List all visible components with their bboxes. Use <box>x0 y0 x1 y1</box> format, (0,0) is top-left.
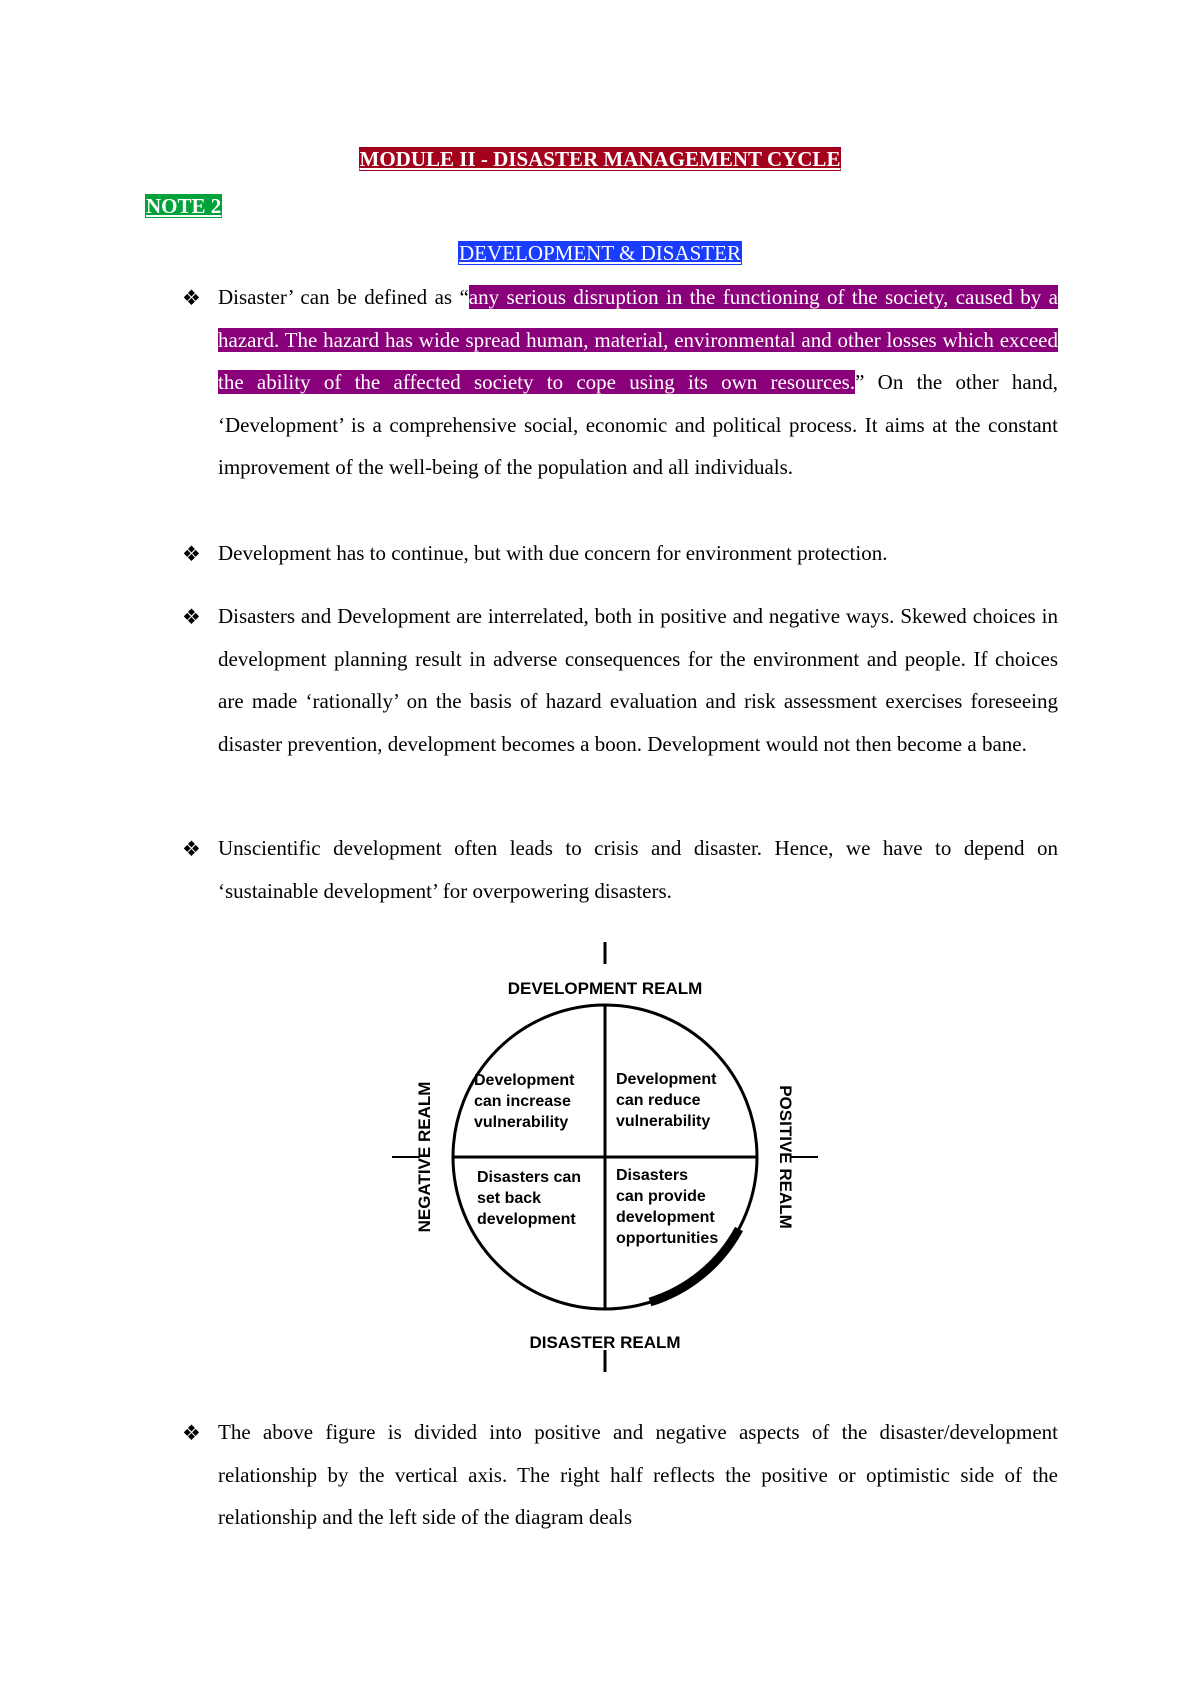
quadrant-text: vulnerability <box>616 1113 711 1130</box>
paragraph-1-highlight: any serious disruption in the functioning of the society, caused by a hazard. The hazard has wide spread human, material, environmental and other losses which exceed the ability of the affected society to cope using its own resources. <box>218 285 1058 394</box>
quadrant-text: Disasters can <box>477 1169 582 1186</box>
right-realm-label: POSITIVE REALM <box>776 1085 795 1229</box>
section-title <box>0 240 1200 266</box>
quadrant-text: can increase <box>474 1093 571 1110</box>
paragraph-development-continue: Development has to continue, but with due concern for environment protection. <box>218 541 888 565</box>
module-title <box>0 146 1200 172</box>
section-title-text: DEVELOPMENT & DISASTER <box>459 241 741 265</box>
paragraph-1-post: ” On the other hand, ‘Development’ is a comprehensive social, economic and political process. It aims at the constant improvement of the well-being of the population and all individuals. <box>218 370 1059 479</box>
bottom-realm-label: DISASTER REALM <box>529 1333 681 1352</box>
top-realm-label: DEVELOPMENT REALM <box>507 979 703 998</box>
quadrant-top-left <box>474 1072 575 1131</box>
paragraph-1-pre: Disaster’ can be defined as “ <box>218 285 469 309</box>
quadrant-text: development <box>616 1209 715 1226</box>
quadrant-bottom-left <box>477 1169 581 1228</box>
note-label <box>145 193 222 219</box>
bullet-icon: ❖ <box>182 837 201 861</box>
module-title-text: MODULE II - DISASTER MANAGEMENT CYCLE <box>359 147 841 171</box>
quadrant-text: Development <box>474 1072 575 1089</box>
bullet-icon: ❖ <box>182 1421 201 1445</box>
realm-diagram <box>380 942 830 1372</box>
paragraph-interrelated: Disasters and Development are interrelated, both in positive and negative ways. Skewed choices in development planning result in adverse consequences for the environment and people. If choices are made ‘rationally’ on the basis of hazard evaluation and risk assessment exercises foreseeing disaster prevention, development becomes a boon. Development would not then become a bane. <box>218 604 1058 756</box>
quadrant-text: Development <box>616 1071 717 1088</box>
bullet-icon: ❖ <box>182 542 201 566</box>
quadrant-text: Disasters <box>616 1167 689 1184</box>
paragraph-disaster-definition <box>218 276 1058 489</box>
quadrant-text: set back <box>477 1190 542 1207</box>
quadrant-text: vulnerability <box>474 1114 569 1131</box>
paragraph-figure-explanation: The above figure is divided into positive and negative aspects of the disaster/development relationship by the vertical axis. The right half reflects the positive or optimistic side of the relationship and the left side of the diagram deals <box>218 1420 1058 1529</box>
quadrant-text: can provide <box>616 1188 706 1205</box>
bullet-icon: ❖ <box>182 286 201 310</box>
left-realm-label: NEGATIVE REALM <box>415 1081 434 1233</box>
note-label-text: NOTE 2 <box>146 194 222 218</box>
quadrant-text: development <box>477 1211 576 1228</box>
quadrant-text: can reduce <box>616 1092 701 1109</box>
quadrant-text: opportunities <box>616 1230 719 1247</box>
quadrant-top-right <box>616 1071 717 1130</box>
bullet-icon: ❖ <box>182 605 201 629</box>
paragraph-unscientific: Unscientific development often leads to crisis and disaster. Hence, we have to depend on ‘sustainable development’ for overpowering disasters. <box>218 836 1058 903</box>
quadrant-bottom-right <box>616 1167 718 1247</box>
development-disaster-figure <box>380 942 830 1372</box>
